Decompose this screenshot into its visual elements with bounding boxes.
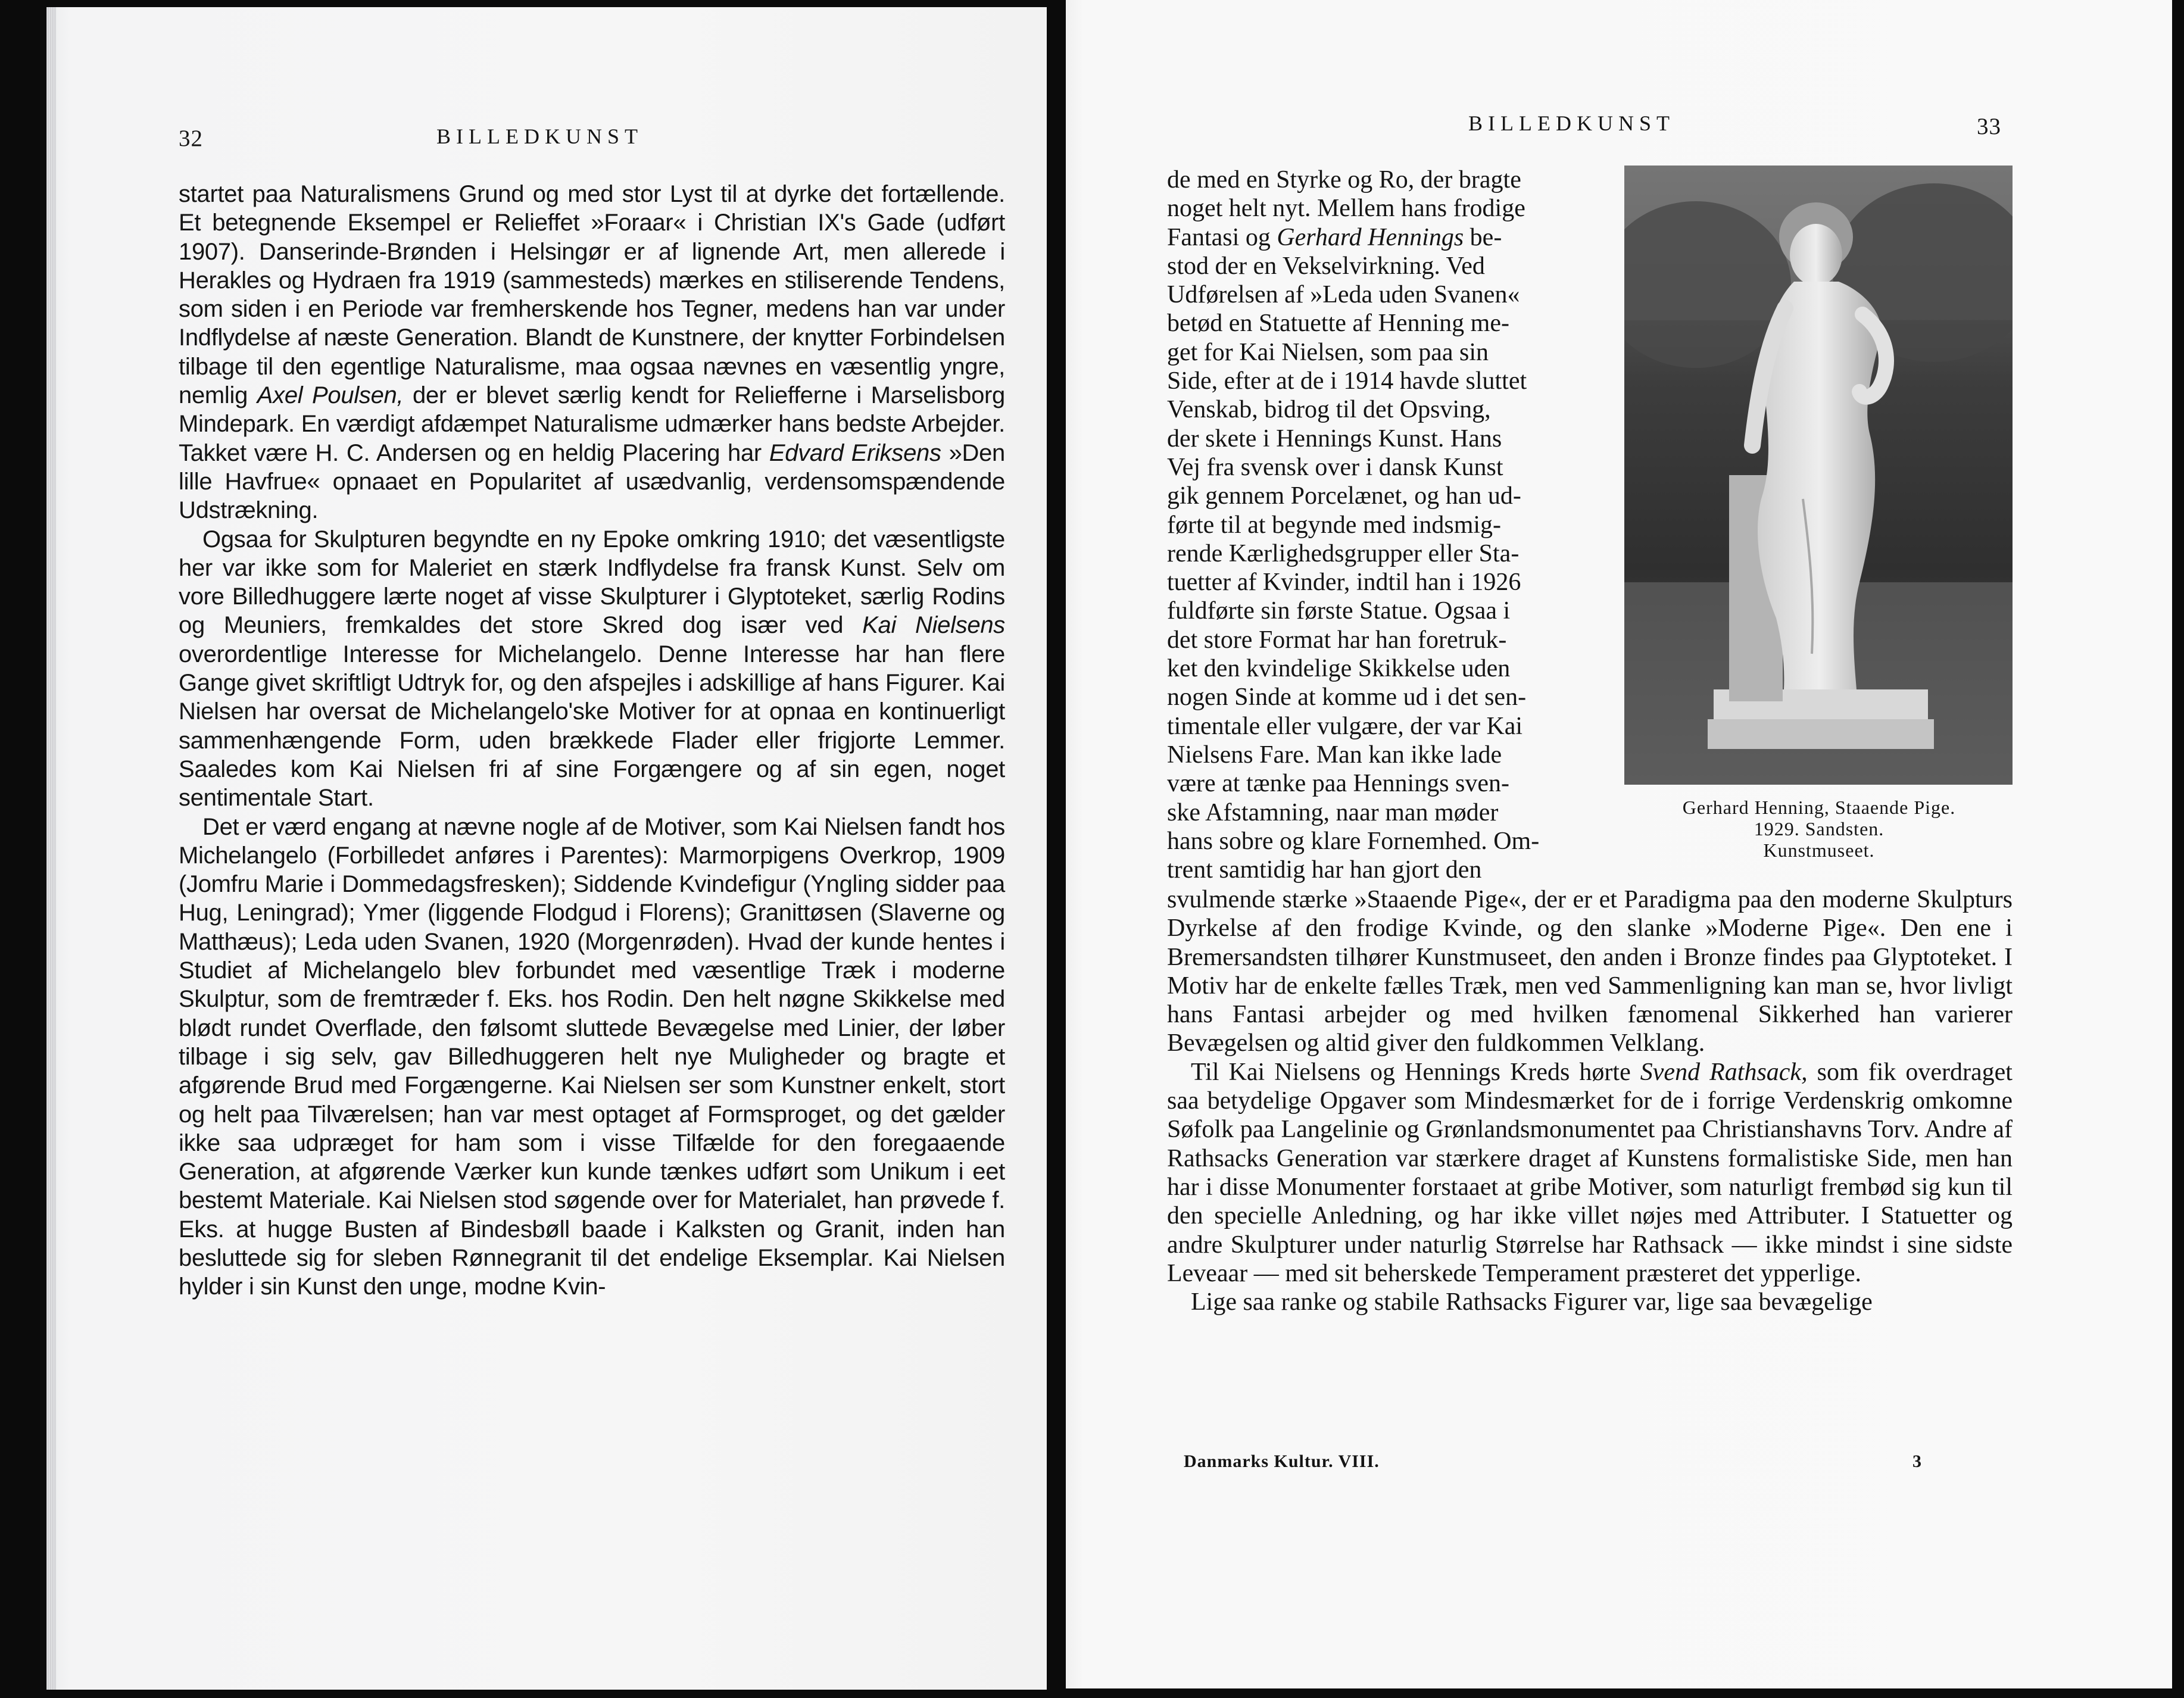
column-line bbox=[1167, 597, 1593, 625]
paragraph-p3 bbox=[179, 813, 1005, 1301]
text-run: Side, efter at de i 1914 havde sluttet bbox=[1167, 367, 1527, 395]
text-run: de med en Styrke og Ro, der bragte bbox=[1167, 166, 1521, 193]
column-line bbox=[1167, 827, 1593, 856]
text-run: gik gennem Porcelænet, og han ud- bbox=[1167, 482, 1521, 510]
text-run: noget helt nyt. Mellem hans frodige bbox=[1167, 195, 1525, 223]
text-run: fuldførte sin første Statue. Ogsaa i bbox=[1167, 597, 1511, 625]
text-run: der er blevet særlig kendt for Reliefferne i Marselisborg Mindepark. En værdigt afdæmpet Naturalisme udmærker hans bedste Arbejder. Takket være H. C. Andersen og en heldig Placering har bbox=[179, 382, 1005, 466]
column-line bbox=[1167, 798, 1593, 827]
italic-name: Axel Poulsen, bbox=[257, 382, 404, 409]
text-run: Udførelsen af »Leda uden Svanen« bbox=[1167, 281, 1520, 309]
column-line bbox=[1167, 511, 1593, 539]
text-run: Vej fra svensk over i dansk Kunst bbox=[1167, 453, 1503, 481]
column-line bbox=[1167, 453, 1593, 482]
paragraph-p1 bbox=[179, 180, 1005, 525]
left-page bbox=[46, 7, 1047, 1690]
text-run: »Den lille Havfrue« opnaaet en Popularitet af usædvanlig, verdensomspændende Udstrækning. bbox=[179, 439, 1005, 524]
column-line bbox=[1167, 568, 1593, 597]
right-full-width-text bbox=[1167, 885, 2013, 1316]
italic-name: Kai Nielsens bbox=[862, 612, 1006, 639]
page-number-left: 32 bbox=[179, 126, 203, 151]
caption-line: Kunstmuseet. bbox=[1763, 839, 1875, 861]
column-line bbox=[1167, 395, 1593, 424]
figure-caption bbox=[1614, 797, 2024, 861]
italic-name: Svend Rathsack, bbox=[1640, 1058, 1808, 1086]
column-line bbox=[1167, 712, 1593, 741]
italic-name: Gerhard Hennings bbox=[1277, 223, 1464, 251]
text-run: som fik overdraget saa betydelige Opgaver som Mindesmærket for de i forrige Verdenskrig omkomne Søfolk paa Langelinie og Grønlandsmonumentet paa Christianshavns Torv. Andre af Rathsacks Generation var stærkere draget af Kunstens formalistiske Side, men han har i disse Monumenter forstaaet at gribe Motiver, som naturligt frembød sig kun til den specielle Anledning, og har ikke villet nøjes med Attributer. I Statuetter og andre Skulpturer under naturlig Størrelse har Rathsack — ikke mindst i sine sidste Leveaar — med sit beherskede Temperament præsteret det ypperlige. bbox=[1167, 1058, 2013, 1287]
text-run: Nielsens Fare. Man kan ikke lade bbox=[1167, 741, 1502, 769]
paragraph-rp1 bbox=[1167, 885, 2013, 1058]
running-head-right: BILLEDKUNST bbox=[1468, 111, 1675, 135]
paragraph-p2 bbox=[179, 525, 1005, 813]
statue-image bbox=[1624, 166, 2013, 785]
text-run: Ogsaa for Skulpturen begyndte en ny Epoke omkring 1910; det væsentligste her var ikke som for Maleriet en stærk Indflydelse fra fransk Kunst. Selv om vore Billedhuggere lærte noget af visse Skulpturer i Glyptoteket, særlig Rodins og Meuniers, fremkaldes det store Skred dog især ved bbox=[179, 526, 1005, 639]
paragraph-rp2 bbox=[1167, 1058, 2013, 1288]
text-run: nogen Sinde at komme ud i det sen- bbox=[1167, 683, 1527, 711]
text-run: be- bbox=[1464, 223, 1502, 251]
column-line bbox=[1167, 194, 1593, 223]
right-page bbox=[1066, 0, 2172, 1688]
text-run: tuetter af Kvinder, indtil han i 1926 bbox=[1167, 569, 1521, 597]
column-line bbox=[1167, 166, 1593, 194]
column-line bbox=[1167, 683, 1593, 711]
text-run: være at tænke paa Hennings sven- bbox=[1167, 770, 1510, 798]
text-run: der skete i Hennings Kunst. Hans bbox=[1167, 424, 1502, 452]
column-line bbox=[1167, 252, 1593, 280]
paragraph-rp3 bbox=[1167, 1288, 2013, 1316]
statue-photograph bbox=[1624, 166, 2013, 785]
text-run: svulmende stærke »Staaende Pige«, der er et Paradigma paa den moderne Skulpturs Dyrkelse af den frodige Kvinde, og den slanke »Moderne Pige«. Den ene i Bremersandsten tilhører Kunstmuseet, den anden i Bronze findes paa Glyptoteket. I Motiv har de enkelte fælles Træk, men ved Sammenligning kan man se, hvor livligt hans Fantasi arbejder og med hvilken fænomenal Sikkerhed han varierer Bevægelsen og altid giver den fuldkommen Velklang. bbox=[1167, 886, 2013, 1057]
running-head-left: BILLEDKUNST bbox=[436, 124, 643, 148]
column-line bbox=[1167, 626, 1593, 654]
column-line bbox=[1167, 338, 1593, 367]
text-run: startet paa Naturalismens Grund og med stor Lyst til at dyrke det fortællende. Et betegnende Eksempel er Relieffet »Foraar« i Christian IX's Gade (udført 1907). Danserinde-Brønden i Helsingør er af lignende Art, men allerede i Herakles og Hydraen fra 1919 (sammesteds) mærkes en stiliserende Tendens, som siden i en Periode var fremherskende hos Tegner, medens han var under Indflydelse af næste Generation. Blandt de Kunstnere, der knytter Forbindelsen tilbage til den egentlige Naturalisme, maa ogsaa nævnes en væsentlig yngre, nemlig bbox=[179, 181, 1005, 409]
column-line bbox=[1167, 223, 1593, 252]
column-line bbox=[1167, 539, 1593, 568]
text-run: betød en Statuette af Henning me- bbox=[1167, 310, 1509, 338]
text-run: trent samtidig har han gjort den bbox=[1167, 856, 1482, 884]
caption-line: Gerhard Henning, Staaende Pige. bbox=[1682, 797, 1956, 818]
text-run: hans sobre og klare Fornemhed. Om- bbox=[1167, 827, 1540, 855]
right-column-text bbox=[1167, 166, 1593, 884]
text-run: get for Kai Nielsen, som paa sin bbox=[1167, 338, 1489, 366]
text-run: Til Kai Nielsens og Hennings Kreds hørte bbox=[1191, 1058, 1640, 1086]
text-run: Det er værd engang at nævne nogle af de Motiver, som Kai Nielsen fandt hos Michelangelo (Forbilledet anføres i Parentes): Marmorpigens Overkrop, 1909 (Jomfru Marie i Dommedagsfresken); Siddende Kvindefigur (Yngling sidder paa Hug, Leningrad); Ymer (liggende Flodgud i Florens); Granittøsen (Slaverne og Matthæus); Leda uden Svanen, 1920 (Morgenrøden). Hvad der kunde hentes i Studiet af Michelangelo blev forbundet med væsentlige Træk i moderne Skulptur, som de fremtræder f. Eks. hos Rodin. Den helt nøgne Skikkelse med blødt rundet Overflade, den følsomt sluttede Bevægelse med Linier, der løber tilbage i sig selv, gav Billedhuggeren helt nye Muligheder og bragte et afgørende Brud med Forgængerne. Kai Nielsen ser som Kunstner enkelt, stort og helt paa Tilværelsen; han var mest optaget af Formsproget, og det gælder ikke saa udpræget for ham som i visse Tilfælde for den foregaaende Generation, at afgørende Værker kun kunde tænkes udført som Unikum i eet bestemt Materiale. Kai Nielsen stod søgende over for Materialet, han prøvede f. Eks. at hugge Busten af Bindesbøll baade i Kalksten og Granit, inden han besluttede sig for sleben Rønnegranit til det endelige Eksemplar. Kai Nielsen hylder i sin Kunst den unge, modne Kvin- bbox=[179, 813, 1005, 1300]
caption-line: 1929. Sandsten. bbox=[1754, 818, 1885, 839]
column-line bbox=[1167, 367, 1593, 395]
left-body-text bbox=[179, 180, 1005, 1301]
signature-line: Danmarks Kultur. VIII. bbox=[1184, 1452, 1380, 1471]
text-run: Venskab, bidrog til det Opsving, bbox=[1167, 396, 1491, 424]
page-edge-stack bbox=[46, 7, 56, 1690]
column-line bbox=[1167, 654, 1593, 683]
column-line bbox=[1167, 424, 1593, 453]
text-run: Fantasi og bbox=[1167, 223, 1277, 251]
text-run: ske Afstamning, naar man møder bbox=[1167, 798, 1499, 826]
column-line bbox=[1167, 482, 1593, 510]
column-line bbox=[1167, 856, 1593, 884]
italic-name: Edvard Eriksens bbox=[769, 439, 941, 466]
text-run: stod der en Vekselvirkning. Ved bbox=[1167, 252, 1485, 280]
column-line bbox=[1167, 741, 1593, 769]
column-line bbox=[1167, 309, 1593, 338]
column-line bbox=[1167, 280, 1593, 309]
signature-number: 3 bbox=[1912, 1452, 1922, 1471]
text-run: rende Kærlighedsgrupper eller Sta- bbox=[1167, 539, 1520, 567]
text-run: førte til at begynde med indsmig- bbox=[1167, 511, 1502, 539]
text-run: overordentlige Interesse for Michelangelo. Denne Interesse har han flere Gange givet skriftligt Udtryk for, og den afspejles i adskillige af hans Figurer. Kai Nielsen har oversat de Michelangelo'ske Motiver for at opnaa en kontinuerligt sammenhængende Form, uden brækkede Flader eller frigjorte Lemmer. Saaledes kom Kai Nielsen fri af sine Forgængere og af sin egen, noget sentimentale Start. bbox=[179, 641, 1005, 811]
page-number-right: 33 bbox=[1977, 114, 2001, 139]
text-run: Lige saa ranke og stabile Rathsacks Figurer var, lige saa bevægelige bbox=[1191, 1288, 1873, 1316]
text-run: det store Format har han foretruk- bbox=[1167, 626, 1507, 654]
text-run: ket den kvindelige Skikkelse uden bbox=[1167, 655, 1511, 683]
text-run: timentale eller vulgære, der var Kai bbox=[1167, 712, 1523, 740]
column-line bbox=[1167, 769, 1593, 798]
